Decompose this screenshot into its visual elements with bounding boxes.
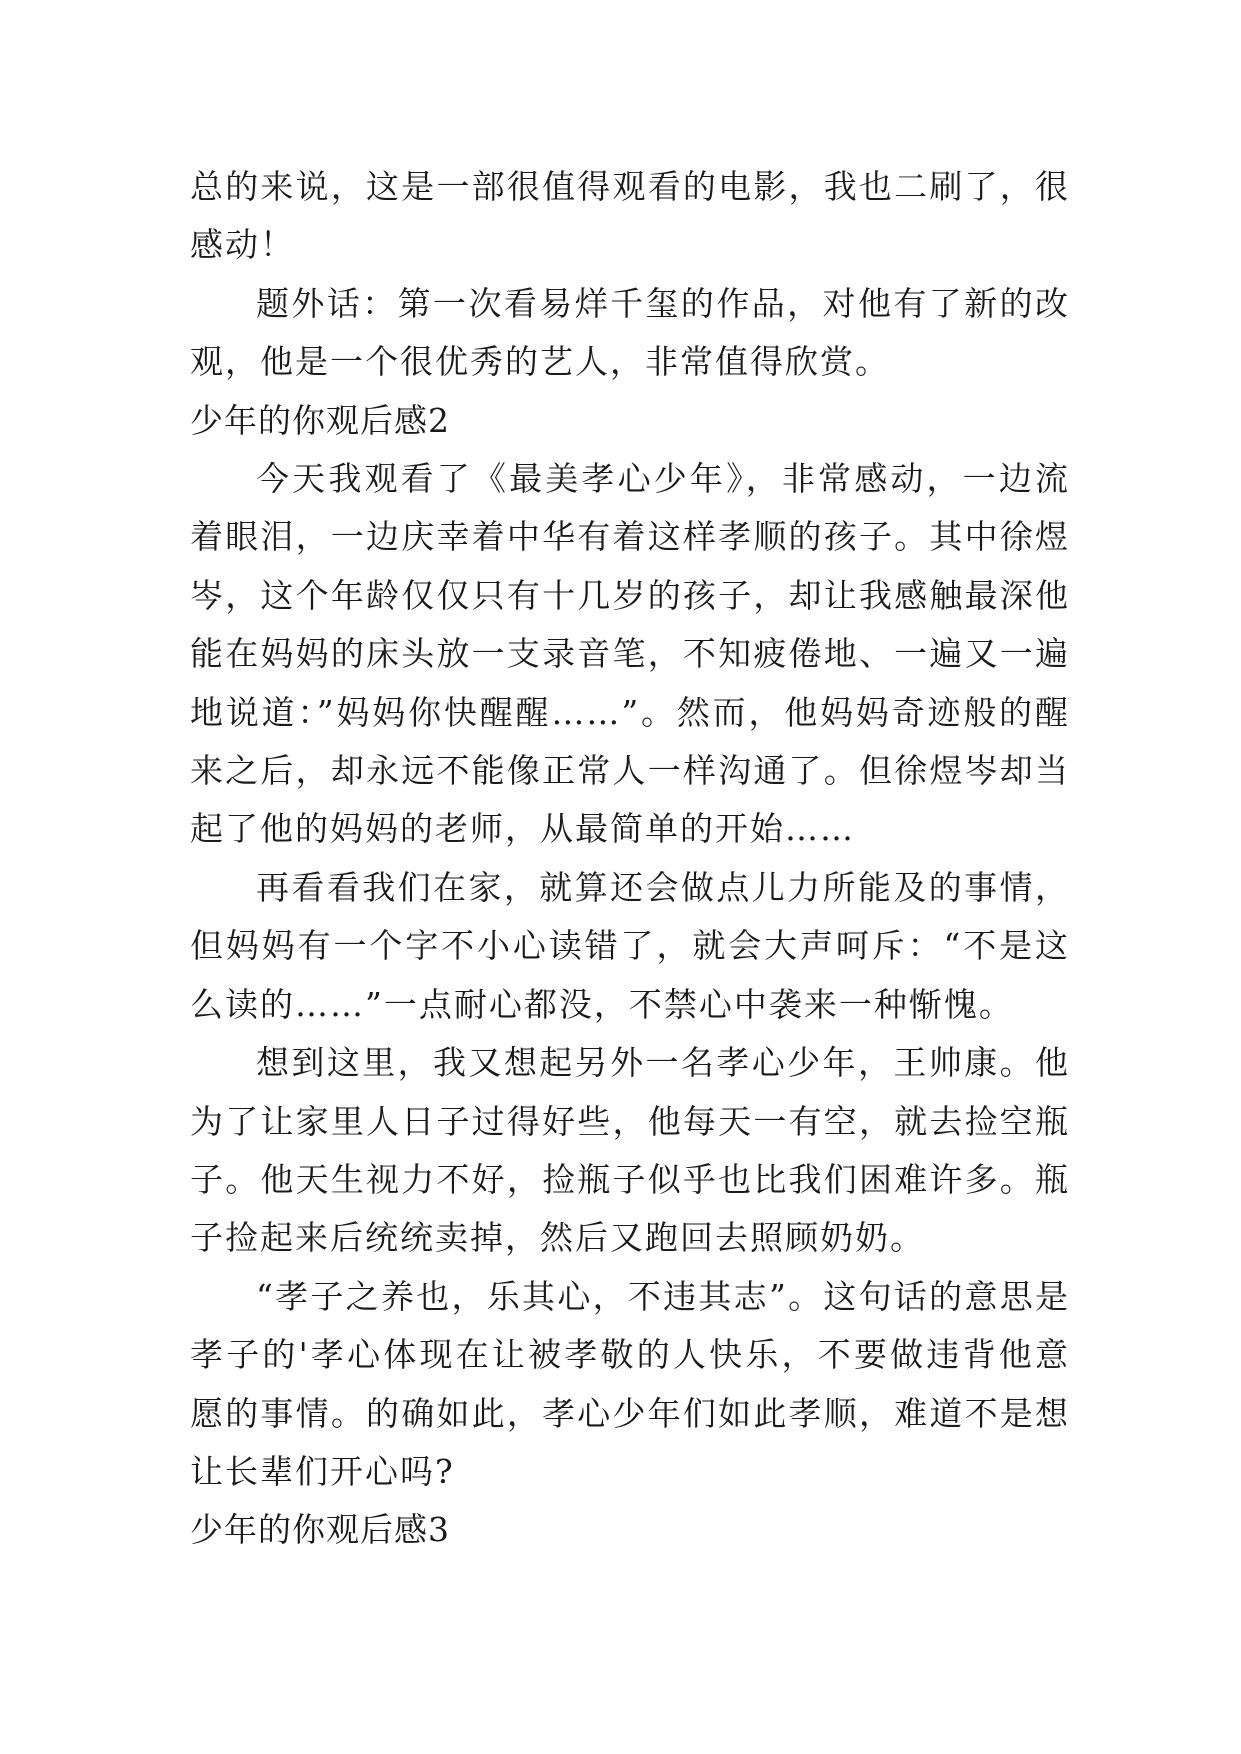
section-heading-3: 少年的你观后感3 xyxy=(190,1510,450,1550)
paragraph-aside: 题外话：第一次看易烊千玺的作品，对他有了新的改观，他是一个很优秀的艺人，非常值得欣赏。 xyxy=(190,283,1070,382)
paragraph-wang-shuaikang: 想到这里，我又想起另外一名孝心少年，王帅康。他为了让家里人日子过得好些，他每天一有空，就去捡空瓶子。他天生视力不好，捡瓶子似乎也比我们困难许多。瓶子捡起来后统统卖掉，然后又跑回去照顾奶奶。 xyxy=(190,1043,1070,1258)
document-body xyxy=(190,158,1070,1560)
section-heading-2: 少年的你观后感2 xyxy=(190,400,450,440)
paragraph-xu-yucen: 今天我观看了《最美孝心少年》，非常感动，一边流着眼泪，一边庆幸着中华有着这样孝顺的孩子。其中徐煜岑，这个年龄仅仅只有十几岁的孩子，却让我感触最深他能在妈妈的床头放一支录音笔，不知疲倦地、一遍又一遍地说道：”妈妈你快醒醒……”。然而，他妈妈奇迹般的醒来之后，却永远不能像正常人一样沟通了。但徐煜岑却当起了他的妈妈的老师，从最简单的开始…… xyxy=(190,459,1070,849)
paragraph-filial-quote: “孝子之养也，乐其心，不违其志”。这句话的意思是孝子的'孝心体现在让被孝敬的人快乐，不要做违背他意愿的事情。的确如此，孝心少年们如此孝顺，难道不是想让长辈们开心吗? xyxy=(190,1276,1070,1491)
paragraph-at-home: 再看看我们在家，就算还会做点儿力所能及的事情，但妈妈有一个字不小心读错了，就会大声呵斥：“不是这么读的……”一点耐心都没，不禁心中袭来一种惭愧。 xyxy=(190,867,1070,1024)
paragraph-conclusion: 总的来说，这是一部很值得观看的电影，我也二刷了，很感动！ xyxy=(190,167,1070,265)
